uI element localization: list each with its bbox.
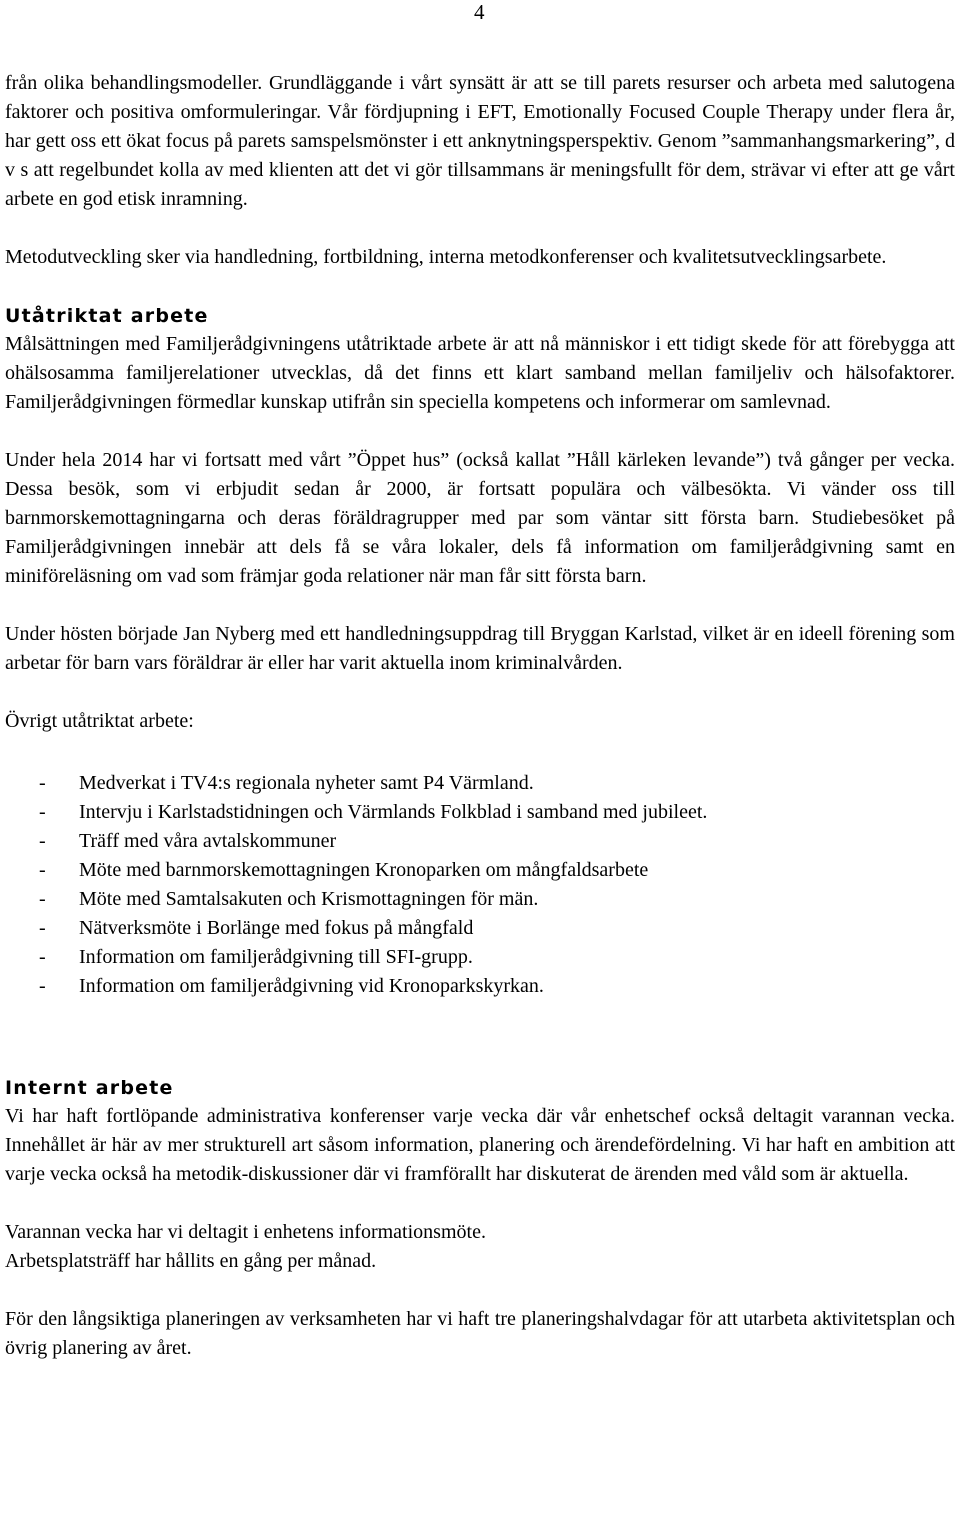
list-item: - Träff med våra avtalskommuner — [5, 827, 955, 856]
list-item: - Nätverksmöte i Borlänge med fokus på mångfald — [5, 914, 955, 943]
section-heading-internal: Internt arbete — [5, 1077, 174, 1099]
dash-bullet: - — [39, 975, 46, 997]
page-number: 4 — [474, 0, 485, 24]
list-item: - Möte med Samtalsakuten och Krismottagningen för män. — [5, 885, 955, 914]
dash-bullet: - — [39, 888, 46, 910]
list-item: - Information om familjerådgivning till SFI-grupp. — [5, 943, 955, 972]
other-outreach-label: Övrigt utåtriktat arbete: — [5, 710, 194, 732]
intro-paragraph-2: Metodutveckling sker via handledning, fortbildning, interna metodkonferenser och kvalitetsutvecklingsarbete. — [5, 246, 887, 268]
outreach-paragraph-2: Under hela 2014 har vi fortsatt med vårt ”Öppet hus” (också kallat ”Håll kärleken levande”) två gånger per vecka. Dessa besök, som vi erbjudit sedan år 2000, är fortsatt populära och välbesökta. Vi vänder oss till barnmorskemottagningarna och deras föräldragrupper med par som väntar sitt första barn. Studiebesöket på Familjerådgivningen innebär att dels få se våra lokaler, dels få information om familjerådgivning samt en miniföreläsning om vad som främjar goda relationer när man får sitt första barn. — [5, 449, 955, 587]
internal-paragraph-2-line-1: Varannan vecka har vi deltagit i enhetens informationsmöte. — [5, 1221, 486, 1243]
internal-paragraph-2-line-2: Arbetsplatsträff har hållits en gång per månad. — [5, 1250, 377, 1272]
outreach-paragraph-1: Målsättningen med Familjerådgivningens utåtriktade arbete är att nå människor i ett tidigt skede för att förebygga att ohälsosamma familjerelationer utvecklas, då det finns ett klart samband mellan familjeliv och hälsofaktorer. Familjerådgivningen förmedlar kunskap utifrån sin speciella kompetens och informerar om samlevnad. — [5, 333, 955, 413]
list-item: - Information om familjerådgivning vid Kronoparkskyrkan. — [5, 972, 955, 1001]
intro-paragraph-1: från olika behandlingsmodeller. Grundläggande i vårt synsätt är att se till parets resurser och arbeta med salutogena faktorer och positiva omformuleringar. Vår fördjupning i EFT, Emotionally Focused Couple Therapy under flera år, har gett oss ett ökat focus på parets samspelsmönster i ett anknytningsperspektiv. Genom ”sammanhangsmarkering”, d v s att regelbundet kolla av med klienten att det vi gör tillsammans är meningsfullt för dem, strävar vi efter att ge vårt arbete en god etisk inramning. — [5, 72, 955, 210]
dash-bullet: - — [39, 946, 46, 968]
dash-bullet: - — [39, 859, 46, 881]
list-item: - Möte med barnmorskemottagningen Kronoparken om mångfaldsarbete — [5, 856, 955, 885]
dash-bullet: - — [39, 830, 46, 852]
dash-bullet: - — [39, 801, 46, 823]
document-body — [5, 69, 955, 1363]
outreach-paragraph-3: Under hösten började Jan Nyberg med ett handledningsuppdrag till Bryggan Karlstad, vilket är en ideell förening som arbetar för barn vars föräldrar är eller har varit aktuella inom kriminalvården. — [5, 623, 955, 674]
internal-paragraph-3: För den långsiktiga planeringen av verksamheten har vi haft tre planeringshalvdagar för att utarbeta aktivitetsplan och övrig planering av året. — [5, 1308, 955, 1359]
internal-paragraph-1: Vi har haft fortlöpande administrativa konferenser varje vecka där vår enhetschef också deltagit varannan vecka. Innehållet är här av mer strukturell art såsom information, planering och ärendefördelning. Vi har haft en ambition att varje vecka också ha metodik-diskussioner där vi framförallt har diskuterat de ärenden med våld som är aktuella. — [5, 1105, 955, 1185]
outreach-activity-list — [5, 769, 955, 1001]
section-heading-outreach: Utåtriktat arbete — [5, 305, 209, 327]
list-item: - Medverkat i TV4:s regionala nyheter samt P4 Värmland. — [5, 769, 955, 798]
dash-bullet: - — [39, 772, 46, 794]
dash-bullet: - — [39, 917, 46, 939]
list-item: - Intervju i Karlstadstidningen och Värmlands Folkblad i samband med jubileet. — [5, 798, 955, 827]
